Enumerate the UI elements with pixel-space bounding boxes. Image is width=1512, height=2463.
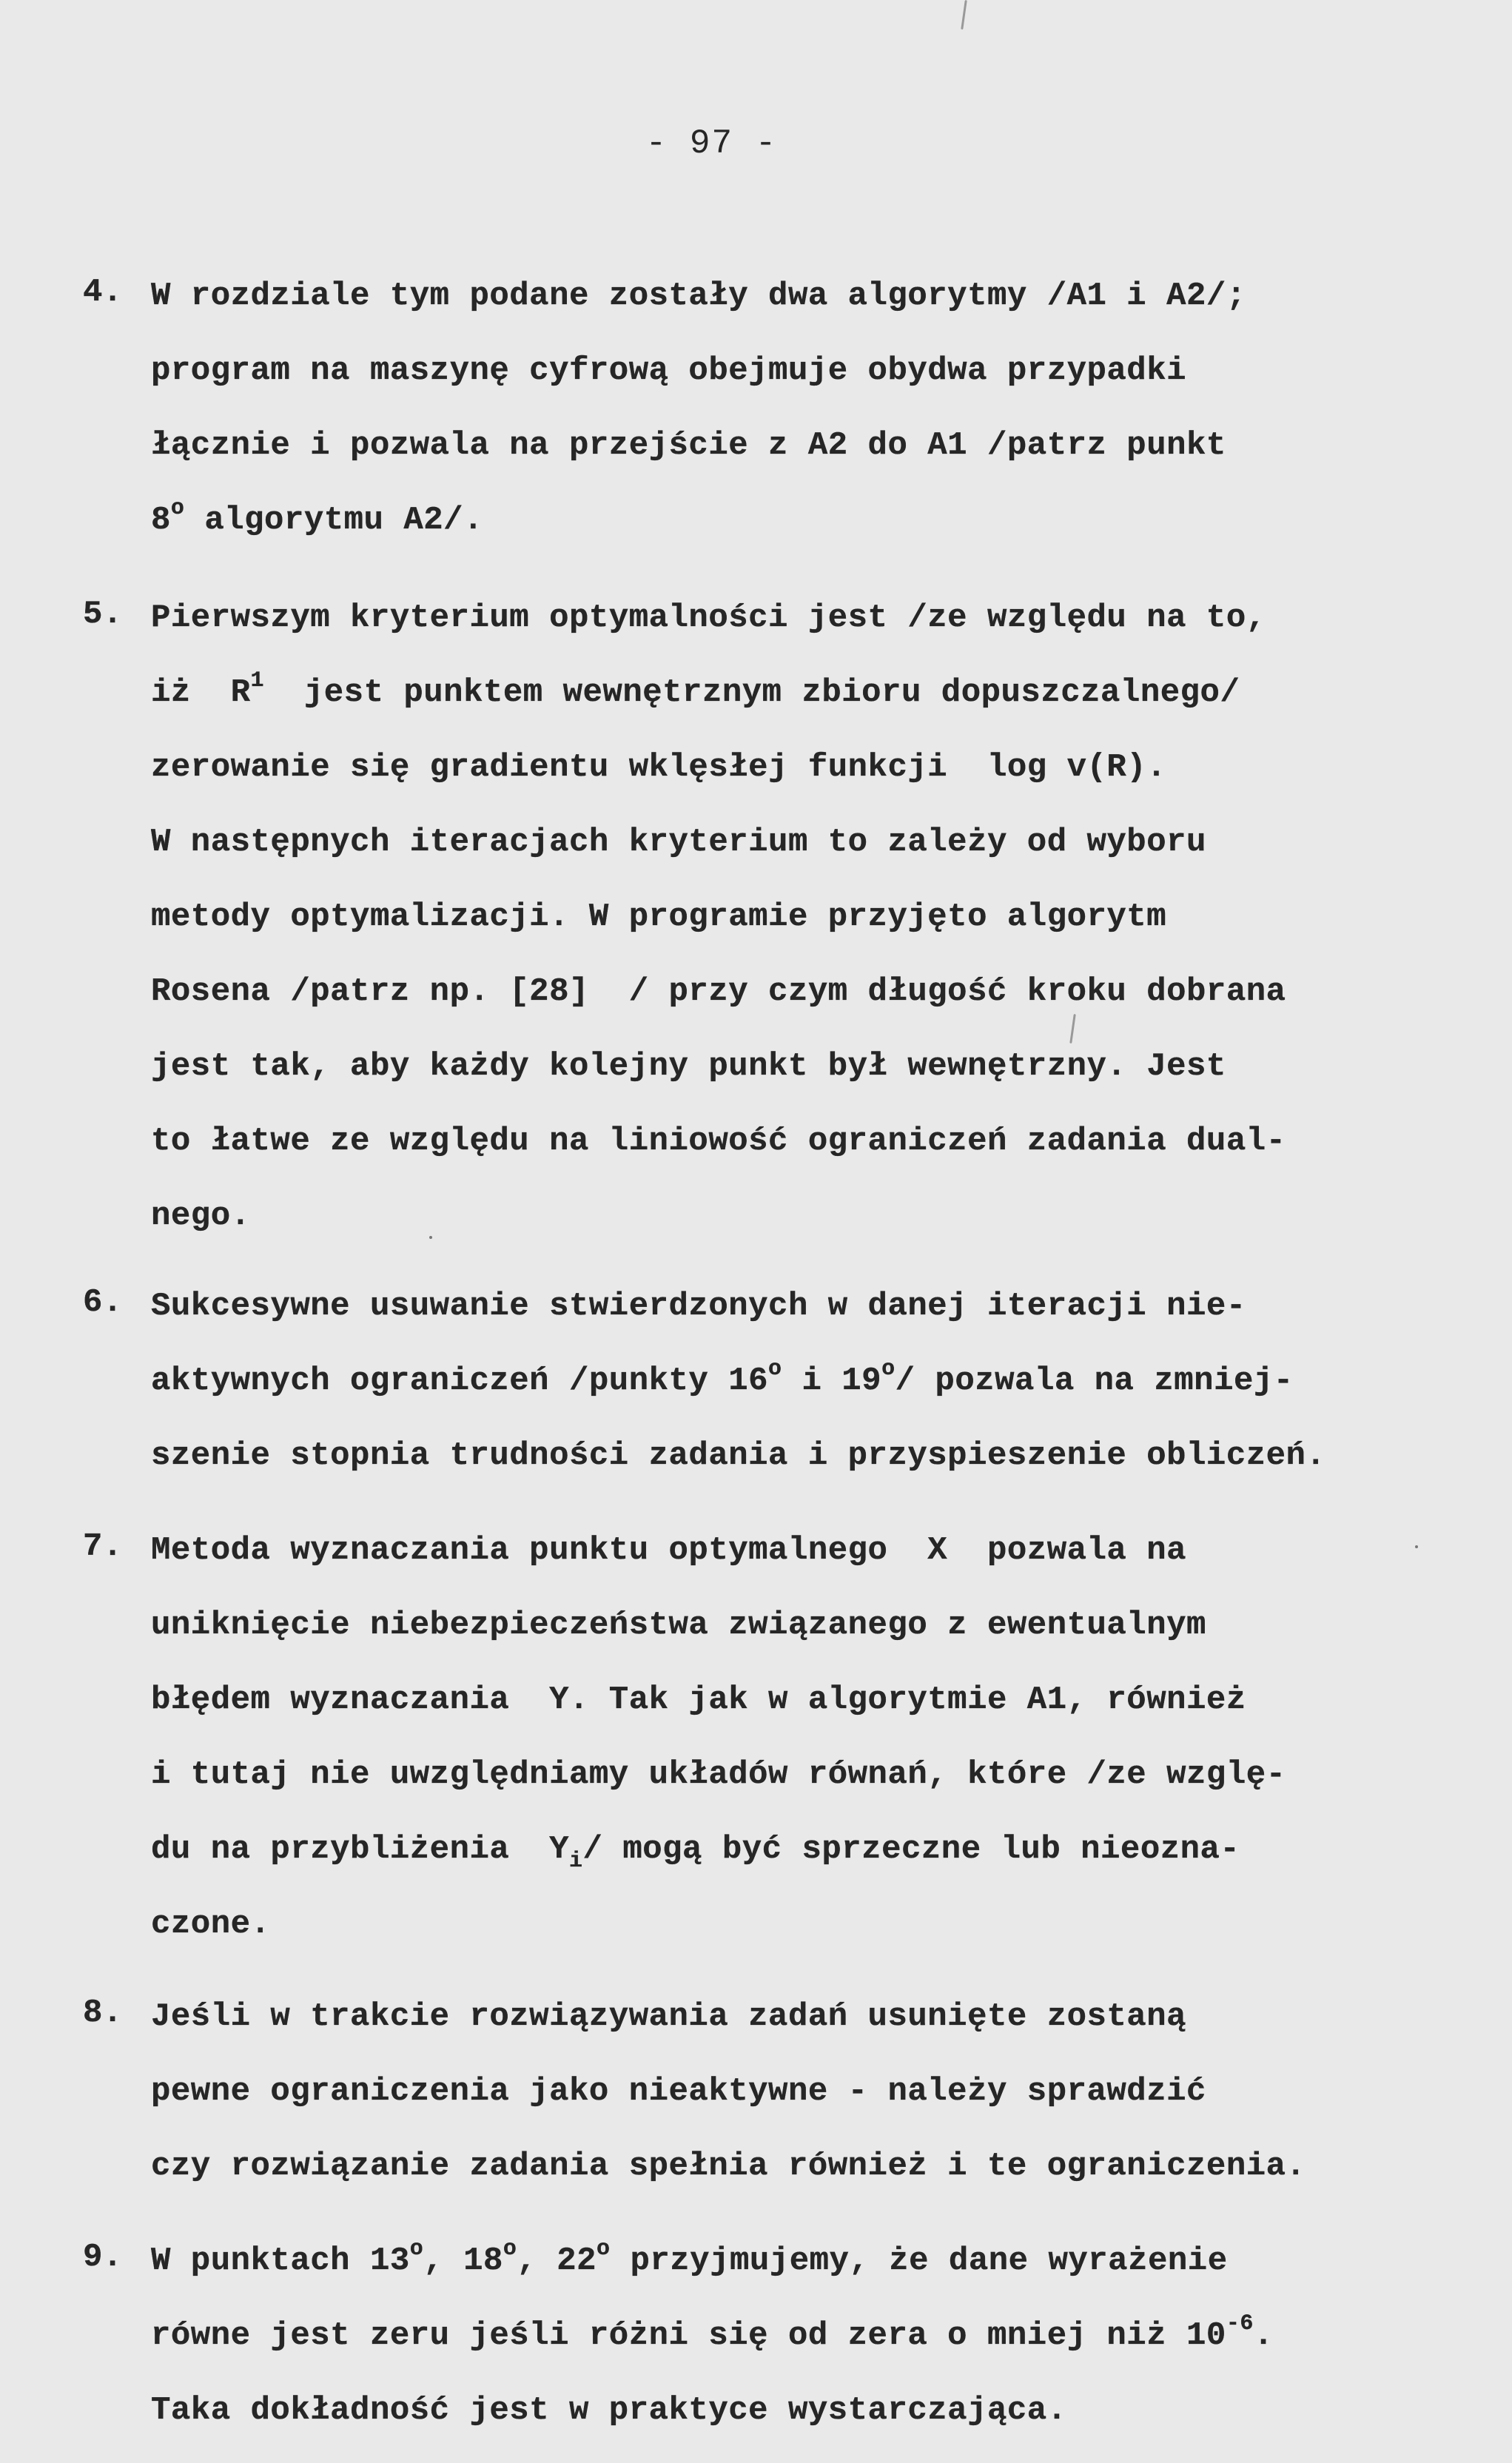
list-item-4 bbox=[83, 274, 1474, 573]
item-number: 7. bbox=[83, 1528, 123, 1565]
text-line: czone. bbox=[151, 1906, 271, 1943]
text-line: łącznie i pozwala na przejście z A2 do A1 /patrz punkt bbox=[151, 427, 1226, 464]
text-line: jest tak, aby każdy kolejny punkt był wewnętrzny. Jest bbox=[151, 1048, 1226, 1085]
superscript: o bbox=[597, 2237, 611, 2262]
text-line: Pierwszym kryterium optymalności jest /ze względu na to, bbox=[151, 599, 1266, 636]
text-line: du na przybliżenia $Y_i/$ mogą być sprzeczne lub nieozna- bbox=[151, 1831, 1240, 1874]
paper-scratch bbox=[961, 0, 967, 30]
text-line: program na maszynę cyfrową obejmuje obydwa przypadki bbox=[151, 352, 1187, 389]
text-line: pewne ograniczenia jako nieaktywne - należy sprawdzić bbox=[151, 2073, 1206, 2110]
item-number: 5. bbox=[83, 596, 123, 633]
text-line: szenie stopnia trudności zadania i przyspieszenie obliczeń. bbox=[151, 1437, 1326, 1474]
text-line: czy rozwiązanie zadania spełnia również i te ograniczenia. bbox=[151, 2148, 1306, 2185]
superscript: o bbox=[881, 1357, 896, 1382]
item-number: 4. bbox=[83, 274, 123, 311]
item-number: 8. bbox=[83, 1995, 123, 2032]
superscript: 1 bbox=[250, 668, 265, 693]
text-line: W rozdziale tym podane zostały dwa algorytmy /A1 i A2/; bbox=[151, 278, 1246, 315]
superscript: o bbox=[170, 496, 185, 521]
text-line: Taka dokładność jest w praktyce wystarczająca. bbox=[151, 2392, 1067, 2429]
text-line: Sukcesywne usuwanie stwierdzonych w danej iteracji nie- bbox=[151, 1288, 1246, 1325]
list-item-9 bbox=[83, 2239, 1474, 2463]
list-item-6 bbox=[83, 1284, 1474, 1508]
text-line: błędem wyznaczania Y. Tak jak w algorytmie A1, również bbox=[151, 1681, 1246, 1718]
text-line: 8$^o$ algorytmu A2/. bbox=[151, 496, 483, 539]
paper-speck bbox=[429, 1236, 432, 1239]
list-item-5 bbox=[83, 596, 1474, 1269]
page-number: - 97 - bbox=[645, 124, 778, 163]
subscript: i bbox=[569, 1849, 583, 1874]
item-number: 6. bbox=[83, 1284, 123, 1321]
list-item-8 bbox=[83, 1995, 1474, 2219]
list-item-7 bbox=[83, 1528, 1474, 1977]
paper-speck bbox=[1415, 1545, 1418, 1548]
text-line: i tutaj nie uwzględniamy układów równań, które /ze wzglę- bbox=[151, 1756, 1286, 1793]
text-line: równe jest zeru jeśli różni się od zera o mniej niż $10^{-6}$. bbox=[151, 2311, 1274, 2354]
superscript: o bbox=[503, 2237, 517, 2262]
text-line: to łatwe ze względu na liniowość ograniczeń zadania dual- bbox=[151, 1123, 1286, 1160]
text-line: Rosena /patrz np. [28] / przy czym długość kroku dobrana bbox=[151, 973, 1286, 1010]
text-line: metody optymalizacji. W programie przyjęto algorytm bbox=[151, 898, 1167, 935]
text-line: W następnych iteracjach kryterium to zależy od wyboru bbox=[151, 824, 1206, 861]
text-line: W punktach 13$^o$, 18$^o$, 22$^o$ przyjmujemy, że dane wyrażenie bbox=[151, 2237, 1228, 2279]
text-line: Jeśli w trakcie rozwiązywania zadań usunięte zostaną bbox=[151, 1998, 1187, 2035]
text-line: zerowanie się gradientu wklęsłej funkcji log v(R). bbox=[151, 749, 1167, 786]
text-line: aktywnych ograniczeń /punkty 16$^o$ i 19$^o$/ pozwala na zmniej- bbox=[151, 1357, 1294, 1399]
superscript: -6 bbox=[1226, 2311, 1254, 2336]
text-line: iż $R^1$ jest punktem wewnętrznym zbioru dopuszczalnego/ bbox=[151, 668, 1240, 711]
superscript: o bbox=[768, 1357, 782, 1382]
text-line: Metoda wyznaczania punktu optymalnego X pozwala na bbox=[151, 1532, 1187, 1569]
item-number: 9. bbox=[83, 2239, 123, 2276]
text-line: nego. bbox=[151, 1197, 251, 1234]
superscript: o bbox=[409, 2237, 424, 2262]
text-line: uniknięcie niebezpieczeństwa związanego z ewentualnym bbox=[151, 1607, 1206, 1644]
